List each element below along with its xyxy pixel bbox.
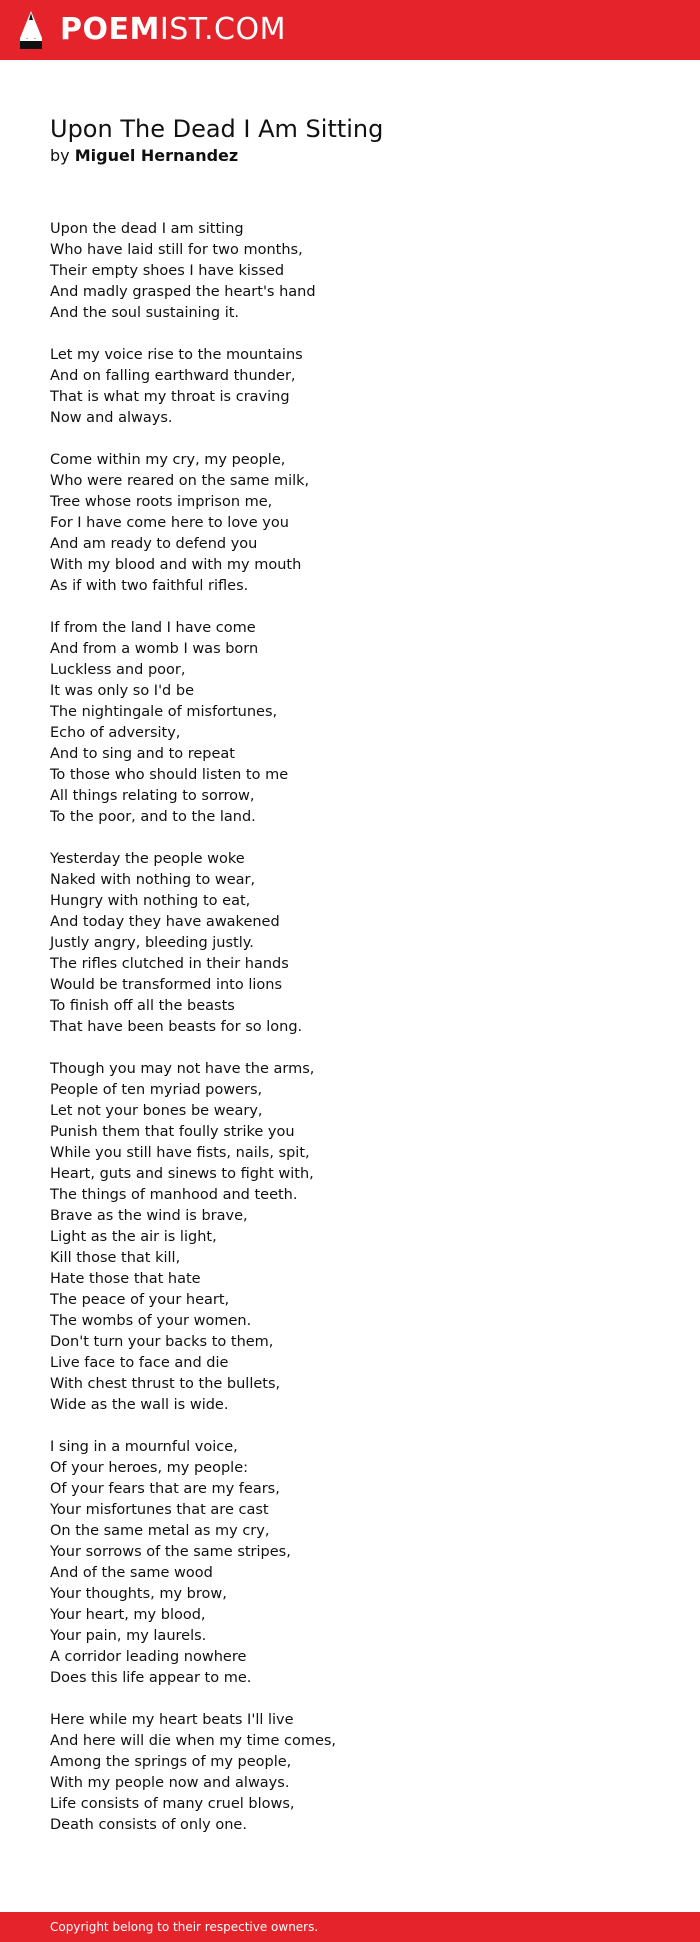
poem-line: Let my voice rise to the mountains	[50, 347, 303, 363]
poem-line: On the same metal as my cry,	[50, 1523, 270, 1539]
poem-line: Kill those that kill,	[50, 1250, 181, 1266]
poem-line: That is what my throat is craving	[50, 389, 290, 405]
author-name: Miguel Hernandez	[74, 146, 239, 165]
poem-line: While you still have fists, nails, spit,	[50, 1145, 310, 1161]
poem-line: Naked with nothing to wear,	[50, 872, 256, 888]
poem-line: And today they have awakened	[50, 914, 280, 930]
poem-line: The peace of your heart,	[50, 1292, 230, 1308]
stanza	[50, 1437, 650, 1689]
poem-body	[50, 219, 650, 1857]
byline	[50, 145, 650, 167]
poem-line: Justly angry, bleeding justly.	[50, 935, 254, 951]
poem-line: Of your heroes, my people:	[50, 1460, 249, 1476]
site-logo-link[interactable]	[18, 10, 286, 50]
stanza	[50, 1059, 650, 1416]
poem-line: Upon the dead I am sitting	[50, 221, 244, 237]
poem-line: Who have laid still for two months,	[50, 242, 303, 258]
poem-line: With chest thrust to the bullets,	[50, 1376, 281, 1392]
poem-line: Luckless and poor,	[50, 662, 186, 678]
pen-nib-icon	[18, 10, 44, 50]
poem-line: Life consists of many cruel blows,	[50, 1796, 295, 1812]
footer-bar	[0, 1912, 700, 1942]
stanza	[50, 345, 650, 429]
poem-line: Who were reared on the same milk,	[50, 473, 310, 489]
poem-line: Though you may not have the arms,	[50, 1061, 315, 1077]
copyright-notice: Copyright belong to their respective owners.	[50, 1920, 319, 1934]
poem-line: And here will die when my time comes,	[50, 1733, 337, 1749]
poem-line: Tree whose roots imprison me,	[50, 494, 273, 510]
poem-line: Your thoughts, my brow,	[50, 1586, 227, 1602]
poem-line: The wombs of your women.	[50, 1313, 252, 1329]
poem-line: To finish off all the beasts	[50, 998, 235, 1014]
site-logo-text	[60, 10, 286, 50]
poem-line: Would be transformed into lions	[50, 977, 282, 993]
poem-line: Hate those that hate	[50, 1271, 201, 1287]
poem-line: People of ten myriad powers,	[50, 1082, 263, 1098]
stanza	[50, 618, 650, 828]
poem-line: Yesterday the people woke	[50, 851, 245, 867]
poem-line: Does this life appear to me.	[50, 1670, 252, 1686]
poem-line: Here while my heart beats I'll live	[50, 1712, 294, 1728]
poem-line: To the poor, and to the land.	[50, 809, 256, 825]
poem-line: And from a womb I was born	[50, 641, 259, 657]
stanza	[50, 450, 650, 597]
poem-line: A corridor leading nowhere	[50, 1649, 247, 1665]
poem-line: Hungry with nothing to eat,	[50, 893, 251, 909]
poem-line: That have been beasts for so long.	[50, 1019, 303, 1035]
poem-line: Among the springs of my people,	[50, 1754, 292, 1770]
poem-line: And of the same wood	[50, 1565, 213, 1581]
poem-line: Your misfortunes that are cast	[50, 1502, 269, 1518]
poem-line: For I have come here to love you	[50, 515, 289, 531]
poem-line: With my people now and always.	[50, 1775, 290, 1791]
poem-line: Let not your bones be weary,	[50, 1103, 263, 1119]
poem-line: Their empty shoes I have kissed	[50, 263, 285, 279]
stanza	[50, 1710, 650, 1836]
logo-bold-part: POEM	[60, 12, 160, 47]
poem-line: To those who should listen to me	[50, 767, 289, 783]
poem-line: Your heart, my blood,	[50, 1607, 206, 1623]
poem-line: Death consists of only one.	[50, 1817, 247, 1833]
poem-line: It was only so I'd be	[50, 683, 194, 699]
top-bar	[0, 0, 700, 60]
poem-title: Upon The Dead I Am Sitting	[50, 115, 384, 143]
poem-line: Live face to face and die	[50, 1355, 229, 1371]
poem-line: Echo of adversity,	[50, 725, 181, 741]
poem-line: Of your fears that are my fears,	[50, 1481, 280, 1497]
poem-line: Come within my cry, my people,	[50, 452, 286, 468]
poem-header	[50, 113, 650, 167]
logo-light-part: IST.COM	[159, 12, 286, 47]
poem-line: Your pain, my laurels.	[50, 1628, 207, 1644]
poem-line: And to sing and to repeat	[50, 746, 235, 762]
poem-line: If from the land I have come	[50, 620, 256, 636]
stanza	[50, 219, 650, 324]
poem-line: And on falling earthward thunder,	[50, 368, 296, 384]
stanza	[50, 849, 650, 1038]
poem-line: All things relating to sorrow,	[50, 788, 255, 804]
poem-line: And the soul sustaining it.	[50, 305, 240, 321]
poem-line: With my blood and with my mouth	[50, 557, 302, 573]
poem-line: The things of manhood and teeth.	[50, 1187, 298, 1203]
poem-line: Light as the air is light,	[50, 1229, 217, 1245]
poem-line: Now and always.	[50, 410, 173, 426]
poem-line: Don't turn your backs to them,	[50, 1334, 274, 1350]
poem-line: Punish them that foully strike you	[50, 1124, 295, 1140]
poem-line: The rifles clutched in their hands	[50, 956, 289, 972]
poem-line: Heart, guts and sinews to fight with,	[50, 1166, 314, 1182]
poem-line: Brave as the wind is brave,	[50, 1208, 248, 1224]
poem-line: The nightingale of misfortunes,	[50, 704, 278, 720]
poem-line: I sing in a mournful voice,	[50, 1439, 238, 1455]
poem-line: Wide as the wall is wide.	[50, 1397, 229, 1413]
poem-line: As if with two faithful rifles.	[50, 578, 249, 594]
by-label: by	[50, 146, 70, 165]
poem-line: And am ready to defend you	[50, 536, 258, 552]
poem-line: Your sorrows of the same stripes,	[50, 1544, 291, 1560]
poem-line: And madly grasped the heart's hand	[50, 284, 316, 300]
